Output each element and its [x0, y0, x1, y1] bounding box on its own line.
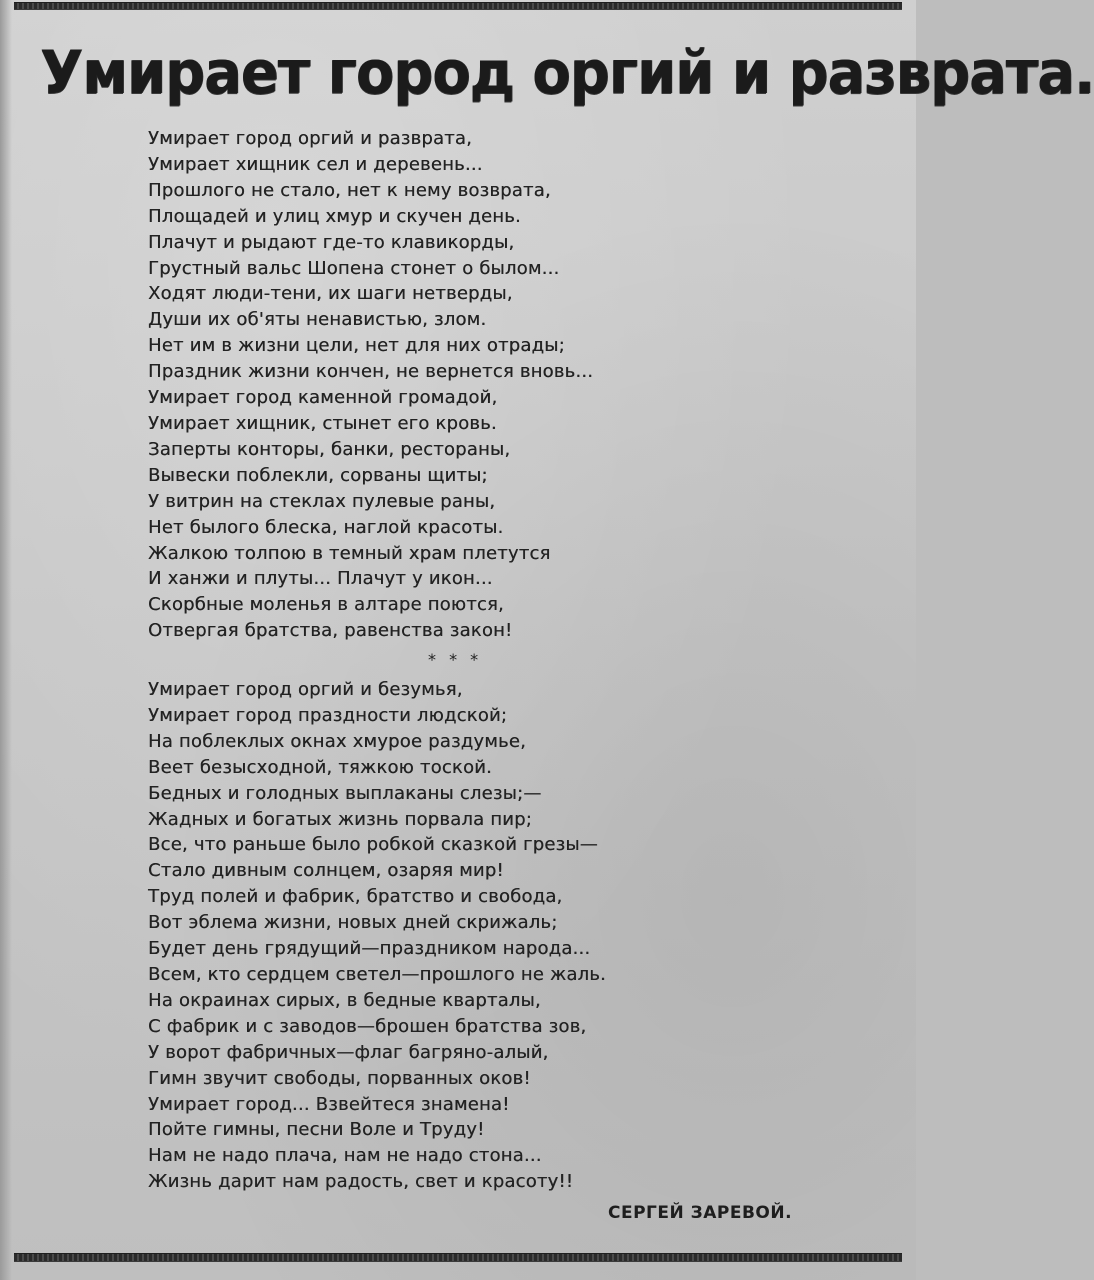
poem-line: Вывески поблекли, сорваны щиты; — [148, 464, 488, 486]
poem-line: Все, что раньше было робкой сказкой грезы— — [148, 834, 598, 856]
poem-line: Жизнь дарит нам радость, свет и красоту!! — [148, 1171, 574, 1193]
poem-line: У ворот фабричных—флаг багряно-алый, — [148, 1041, 549, 1063]
poem-line: Жадных и богатых жизнь порвала пир; — [148, 808, 532, 830]
poem-line: Умирает город каменной громадой, — [148, 387, 498, 409]
poem-line: Жалкою толпою в темный храм плетутся — [148, 542, 551, 564]
poem-line: Умирает город праздности людской; — [148, 704, 508, 726]
poem-line: Площадей и улиц хмур и скучен день. — [148, 205, 521, 227]
poem-line: Стало дивным солнцем, озаряя мир! — [148, 860, 504, 882]
poem-line: Нам не надо плача, нам не надо стона... — [148, 1145, 542, 1167]
poem-line: Умирает хищник сел и деревень... — [148, 153, 483, 175]
poem-line: На поблеклых окнах хмурое раздумье, — [148, 730, 526, 752]
poem-stanza-1 — [148, 126, 668, 644]
poem-line: Гимн звучит свободы, порванных оков! — [148, 1067, 531, 1089]
poem-line: Нет былого блеска, наглой красоты. — [148, 516, 504, 538]
poem-line: Веет безысходной, тяжкою тоской. — [148, 756, 492, 778]
poem-line: Бедных и голодных выплаканы слезы;— — [148, 782, 542, 804]
poem-line: Умирает город оргий и безумья, — [148, 679, 463, 700]
stanza-separator: * * * — [428, 650, 483, 669]
poem-line: Пойте гимны, песни Воле и Труду! — [148, 1119, 485, 1141]
poem-line: Скорбные моленья в алтаре поются, — [148, 594, 504, 616]
author-signature: СЕРГЕЙ ЗАРЕВОЙ. — [608, 1203, 793, 1223]
poem-line: Прошлого не стало, нет к нему возврата, — [148, 179, 551, 201]
poem-line: У витрин на стеклах пулевые раны, — [148, 490, 496, 512]
poem-line: Нет им в жизни цели, нет для них отрады; — [148, 335, 565, 357]
poem-line: И ханжи и плуты... Плачут у икон... — [148, 568, 493, 590]
poem-line: Заперты конторы, банки, рестораны, — [148, 438, 511, 460]
poem-line: Труд полей и фабрик, братство и свобода, — [148, 886, 563, 908]
poem-line: Всем, кто сердцем светел—прошлого не жаль. — [148, 963, 606, 985]
poem-line: Души их об'яты ненавистью, злом. — [148, 309, 487, 331]
bottom-rule — [14, 1253, 902, 1262]
poem-line: Умирает город оргий и разврата, — [148, 128, 473, 149]
poem-stanza-2 — [148, 677, 668, 1195]
poem-line: С фабрик и с заводов—брошен братства зов, — [148, 1015, 587, 1037]
poem-line: Умирает город... Взвейтеся знамена! — [148, 1093, 510, 1115]
poem-line: Будет день грядущий—праздником народа... — [148, 938, 591, 960]
poem-line: Праздник жизни кончен, не вернется вновь... — [148, 361, 594, 383]
poem-line: На окраинах сирых, в бедные кварталы, — [148, 989, 541, 1011]
poem-line: Вот эблема жизни, новых дней скрижаль; — [148, 912, 558, 934]
poem-title: Умирает город оргий и разврата. — [40, 38, 1094, 108]
poem-line: Умирает хищник, стынет его кровь. — [148, 412, 497, 434]
poem-line: Грустный вальс Шопена стонет о былом... — [148, 257, 560, 279]
poem-line: Ходят люди-тени, их шаги нетверды, — [148, 283, 513, 305]
poem-line: Плачут и рыдают где-то клавикорды, — [148, 231, 515, 253]
page-shadow-edge — [0, 0, 12, 1280]
top-rule — [14, 2, 902, 10]
poem-line: Отвергая братства, равенства закон! — [148, 620, 513, 642]
